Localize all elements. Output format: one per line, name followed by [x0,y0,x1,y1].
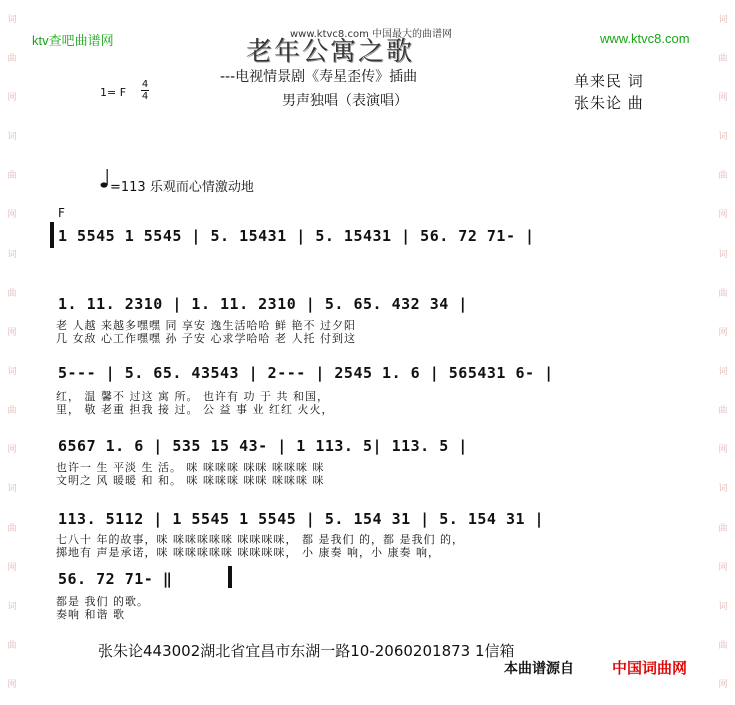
center-site-watermark: www.ktvc8.com 中国最大的曲谱网 [290,29,453,40]
side-watermark-glyph: 曲 [7,53,17,64]
song-title: 老年公寓之歌 [246,37,415,67]
side-watermark-glyph: 曲 [718,53,728,64]
side-watermark-glyph: 曲 [7,641,17,652]
lyrics-line-5-verse-2: 掷地有 声是承诺，咪 咪咪咪咪咪 咪咪咪咪， 小 康奏 响，小 康奏 响， [56,546,440,559]
side-watermark-glyph: 网 [7,210,17,221]
performance-type: 男声独唱（表演唱） [282,93,408,109]
time-signature-top: 4 [141,79,149,90]
side-watermark-glyph: 词 [7,132,17,143]
score-line-3: 5--- | 5. 65. 43543 | 2--- | 2545 1. 6 | 565431 6- | [58,364,554,382]
side-watermark-glyph: 网 [718,445,728,456]
chord-symbol: F [58,206,65,220]
time-signature-bottom: 4 [141,91,149,102]
score-line-4: 6567 1. 6 | 535 15 43- | 1 113. 5| 113. 5 | [58,437,468,455]
side-watermark-glyph: 网 [7,327,17,338]
side-watermark-glyph: 曲 [718,171,728,182]
side-watermark-glyph: 网 [7,680,17,691]
left-site-watermark: ktv查吧曲谱网 [32,33,114,48]
side-watermark-glyph: 曲 [718,641,728,652]
right-watermark-column [715,0,731,705]
lyrics-line-4-verse-2: 文明之 风 暖暖 和 和。 咪 咪咪咪 咪咪 咪咪咪 咪 [56,474,325,487]
side-watermark-glyph: 网 [7,445,17,456]
composer-credit: 张朱论 曲 [574,94,644,112]
lyrics-line-3-verse-1: 红， 温 馨不 过这 寓 所。 也许有 功 于 共 和国， [56,390,329,403]
side-watermark-glyph: 曲 [718,523,728,534]
lyrics-line-4-verse-1: 也许一 生 平淡 生 活。 咪 咪咪咪 咪咪 咪咪咪 咪 [56,461,325,474]
side-watermark-glyph: 网 [718,680,728,691]
side-watermark-glyph: 词 [7,249,17,260]
side-watermark-glyph: 词 [718,249,728,260]
side-watermark-glyph: 网 [718,92,728,103]
composer-address: 张朱论443002湖北省宜昌市东湖一路10-2060201873 1信箱 [98,642,515,660]
lyrics-line-2-verse-2: 几 女敌 心工作嘿嘿 孙 子安 心求学哈哈 老 人托 付到这 [56,332,356,345]
key-signature: 1= F [100,86,127,99]
side-watermark-glyph: 曲 [7,406,17,417]
side-watermark-glyph: 曲 [7,523,17,534]
source-site: 中国词曲网 [612,659,688,677]
left-watermark-column [4,0,20,705]
score-line-5: 113. 5112 | 1 5545 1 5545 | 5. 154 31 | 5. 154 31 | [58,510,545,528]
side-watermark-glyph: 网 [718,327,728,338]
final-double-bar [228,566,232,588]
lyrics-line-2-verse-1: 老 人越 来越多嘿嘿 同 享安 逸生活哈哈 鲜 艳不 过夕阳 [56,319,356,332]
side-watermark-glyph: 网 [7,92,17,103]
side-watermark-glyph: 网 [7,562,17,573]
score-line-1: 1 5545 1 5545 | 5. 15431 | 5. 15431 | 56. 72 71- | [58,227,535,245]
side-watermark-glyph: 网 [718,562,728,573]
side-watermark-glyph: 网 [718,210,728,221]
start-repeat-bar [50,222,54,248]
source-label: 本曲谱源自 [504,661,574,677]
side-watermark-glyph: 曲 [718,406,728,417]
side-watermark-glyph: 词 [7,14,17,25]
tempo-marking: =113 乐观而心情激动地 [110,180,254,195]
time-signature [140,79,150,102]
right-site-watermark: www.ktvc8.com [600,31,690,46]
score-line-6: 56. 72 71- ‖ [58,570,173,588]
side-watermark-glyph: 词 [718,14,728,25]
side-watermark-glyph: 词 [718,132,728,143]
side-watermark-glyph: 词 [718,366,728,377]
lyrics-line-6-verse-2: 奏响 和谐 歌 [56,608,125,621]
side-watermark-glyph: 词 [7,366,17,377]
lyrics-line-5-verse-1: 七八十 年的故事，咪 咪咪咪咪咪 咪咪咪咪， 都 是我们 的，都 是我们 的， [56,533,464,546]
side-watermark-glyph: 曲 [7,288,17,299]
side-watermark-glyph: 词 [7,601,17,612]
lyrics-line-6-verse-1: 都是 我们 的歌。 [56,595,149,608]
song-subtitle: ---电视情景剧《寿星歪传》插曲 [220,69,418,85]
side-watermark-glyph: 曲 [7,171,17,182]
lyricist-credit: 单来民 词 [574,72,644,90]
side-watermark-glyph: 曲 [718,288,728,299]
side-watermark-glyph: 词 [7,484,17,495]
lyrics-line-3-verse-2: 里， 敬 老重 担我 接 过。 公 益 事 业 红红 火火， [56,403,334,416]
side-watermark-glyph: 词 [718,601,728,612]
score-line-2: 1. 11. 2310 | 1. 11. 2310 | 5. 65. 432 34 | [58,295,468,313]
side-watermark-glyph: 词 [718,484,728,495]
